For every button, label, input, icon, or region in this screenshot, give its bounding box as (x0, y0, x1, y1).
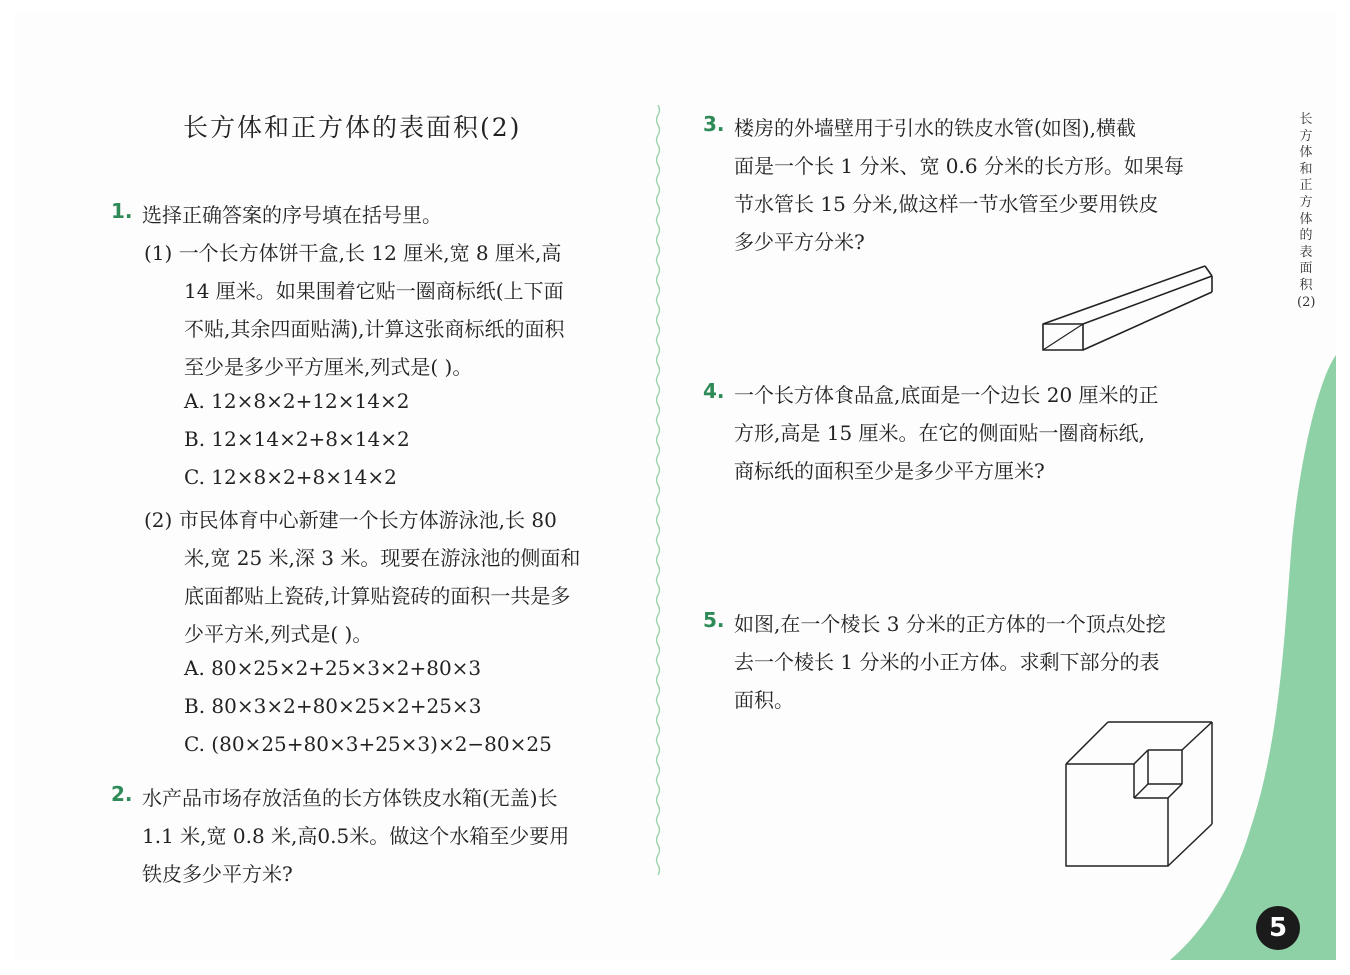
q4-number: 4. (703, 379, 725, 403)
q2-line: 水产品市场存放活鱼的长方体铁皮水箱(无盖)长 (142, 786, 558, 810)
q2-number: 2. (111, 782, 133, 806)
q1-sub2-option-c: C. (80×25+80×3+25×3)×2−80×25 (184, 732, 552, 756)
q3-line: 面是一个长 1 分米、宽 0.6 分米的长方形。如果每 (734, 154, 1184, 178)
q5-line: 面积。 (734, 688, 794, 712)
q3-line: 多少平方分米? (734, 230, 865, 254)
q1-sub1-option-a: A. 12×8×2+12×14×2 (184, 389, 410, 413)
q4-line: 商标纸的面积至少是多少平方厘米? (734, 459, 1045, 483)
cube-with-notch-figure (1060, 718, 1220, 870)
q5-line: 如图,在一个棱长 3 分米的正方体的一个顶点处挖 (734, 612, 1166, 636)
q1-sub1-line: 至少是多少平方厘米,列式是( )。 (184, 355, 473, 379)
page-number-badge: 5 (1256, 906, 1300, 950)
q1-sub1-line: (1) 一个长方体饼干盒,长 12 厘米,宽 8 厘米,高 (144, 241, 562, 265)
q5-line: 去一个棱长 1 分米的小正方体。求剩下部分的表 (734, 650, 1160, 674)
q2-line: 铁皮多少平方米? (142, 862, 293, 886)
q4-line: 方形,高是 15 厘米。在它的侧面贴一圈商标纸, (734, 421, 1145, 445)
q2-line: 1.1 米,宽 0.8 米,高0.5米。做这个水箱至少要用 (142, 824, 570, 848)
wavy-divider (654, 105, 662, 875)
q1-sub1-option-b: B. 12×14×2+8×14×2 (184, 427, 410, 451)
q3-line: 楼房的外墙壁用于引水的铁皮水管(如图),横截 (734, 116, 1136, 140)
q1-sub2-line: 底面都贴上瓷砖,计算贴瓷砖的面积一共是多 (184, 584, 571, 608)
q1-sub2-line: (2) 市民体育中心新建一个长方体游泳池,长 80 (144, 508, 557, 532)
q1-sub1-line: 不贴,其余四面贴满),计算这张商标纸的面积 (184, 317, 565, 341)
q1-sub2-line: 少平方米,列式是( )。 (184, 622, 373, 646)
water-pipe-figure (1040, 262, 1220, 354)
q1-sub2-line: 米,宽 25 米,深 3 米。现要在游泳池的侧面和 (184, 546, 581, 570)
q1-sub2-option-b: B. 80×3×2+80×25×2+25×3 (184, 694, 482, 718)
q1-stem: 选择正确答案的序号填在括号里。 (142, 203, 442, 227)
q1-sub1-option-c: C. 12×8×2+8×14×2 (184, 465, 397, 489)
q1-sub1-line: 14 厘米。如果围着它贴一圈商标纸(上下面 (184, 279, 564, 303)
q3-number: 3. (703, 112, 725, 136)
q1-sub2-option-a: A. 80×25×2+25×3×2+80×3 (184, 656, 482, 680)
q4-line: 一个长方体食品盒,底面是一个边长 20 厘米的正 (734, 383, 1159, 407)
side-chapter-title: 长方体和正方体的表面积(2) (1297, 112, 1316, 310)
q3-line: 节水管长 15 分米,做这样一节水管至少要用铁皮 (734, 192, 1159, 216)
q5-number: 5. (703, 608, 725, 632)
q1-number: 1. (111, 199, 133, 223)
page-title: 长方体和正方体的表面积(2) (183, 113, 522, 142)
